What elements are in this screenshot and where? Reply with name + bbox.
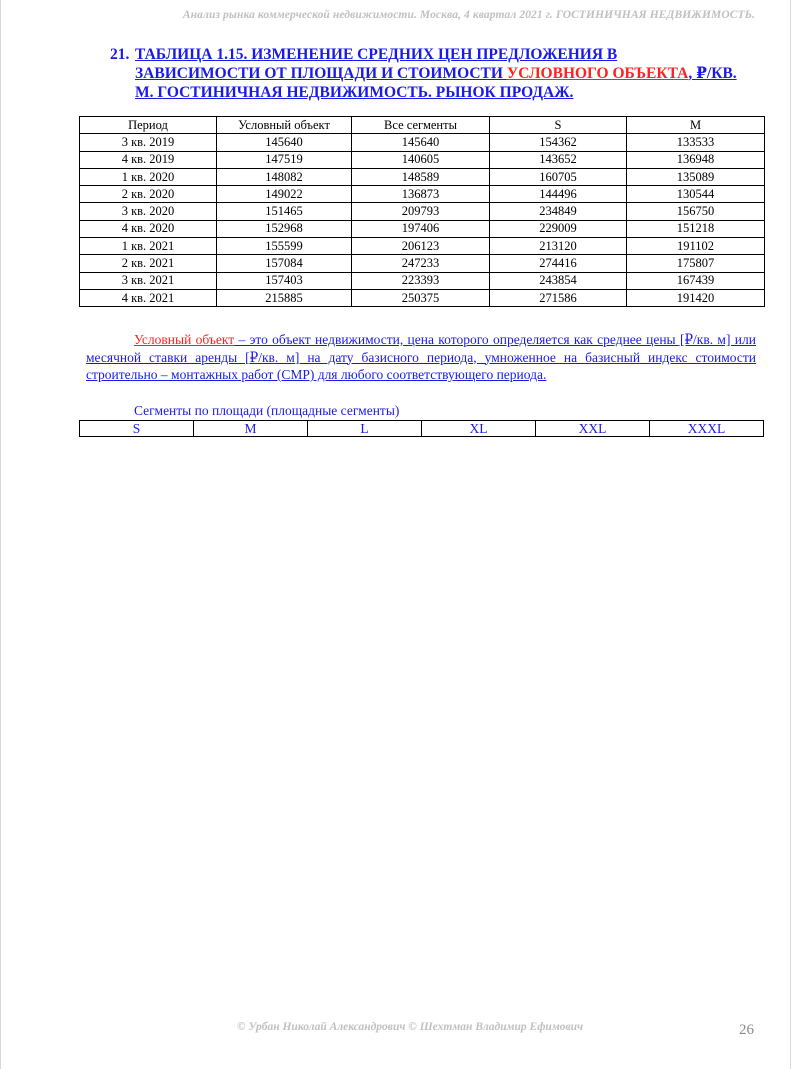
definition-term: Условный объект [134,332,235,347]
table-cell: 2 кв. 2020 [80,186,217,203]
table-cell: 4 кв. 2019 [80,151,217,168]
table-cell: 175807 [627,255,765,272]
table-cell: 160705 [490,168,627,185]
heading-line-3: М. ГОСТИНИЧНАЯ НЕДВИЖИМОСТЬ. РЫНОК ПРОДАЖ. [135,84,574,101]
table-cell: 2 кв. 2021 [80,255,217,272]
footer-copyright: © Урбан Николай Александрович © Шехтман Владимир Ефимович [236,1021,584,1033]
segments-caption: Сегменты по площади (площадные сегменты) [134,403,400,418]
table-cell: 133533 [627,134,765,151]
table-row [80,289,765,306]
definition-text: – это объект недвижимости, цена которого определяется как среднее цены [₽/кв. м] или месячной ставки аренды [₽/кв. м] на дату базисного периода, умноженное на базисный индекс стоимости строительно – монтажных работ (СМР) для любого соответствующего периода. [86,332,756,382]
segment-cell: XXL [536,421,650,437]
table-cell: 136873 [352,186,490,203]
table-cell: 3 кв. 2019 [80,134,217,151]
table-cell: 152968 [217,220,352,237]
table-row [80,186,765,203]
table-cell: 1 кв. 2021 [80,238,217,255]
column-header: M [627,117,765,134]
table-row [80,134,765,151]
table-cell: 4 кв. 2021 [80,289,217,306]
heading-line-2 [135,64,760,83]
table-cell: 191102 [627,238,765,255]
table-cell: 197406 [352,220,490,237]
table-cell: 144496 [490,186,627,203]
table-cell: 148082 [217,168,352,185]
table-cell: 140605 [352,151,490,168]
table-cell: 274416 [490,255,627,272]
price-table [79,116,765,307]
column-header: Все сегменты [352,117,490,134]
table-cell: 3 кв. 2020 [80,203,217,220]
heading-line-2-start: ЗАВИСИМОСТИ ОТ ПЛОЩАДИ И СТОИМОСТИ [135,65,507,82]
table-cell: 154362 [490,134,627,151]
segment-cell: XXXL [650,421,764,437]
table-row [80,255,765,272]
segment-cell: L [308,421,422,437]
table-cell: 151218 [627,220,765,237]
table-cell: 149022 [217,186,352,203]
table-row [80,203,765,220]
table-cell: 4 кв. 2020 [80,220,217,237]
table-cell: 145640 [352,134,490,151]
table-cell: 243854 [490,272,627,289]
table-cell: 145640 [217,134,352,151]
table-cell: 191420 [627,289,765,306]
table-cell: 135089 [627,168,765,185]
table-cell: 209793 [352,203,490,220]
table-cell: 250375 [352,289,490,306]
table-cell: 3 кв. 2021 [80,272,217,289]
table-cell: 234849 [490,203,627,220]
table-row [80,220,765,237]
table-cell: 155599 [217,238,352,255]
segment-cell: S [80,421,194,437]
page-edge-left [0,0,1,1069]
table-row [80,151,765,168]
table-cell: 130544 [627,186,765,203]
heading-line-2-end: , ₽/КВ. [688,65,737,82]
table-cell: 229009 [490,220,627,237]
column-header: Условный объект [217,117,352,134]
table-cell: 1 кв. 2020 [80,168,217,185]
table-cell: 167439 [627,272,765,289]
definition-note [86,331,756,384]
table-cell: 143652 [490,151,627,168]
running-header: Анализ рынка коммерческой недвижимости. Москва, 4 квартал 2021 г. ГОСТИНИЧНАЯ НЕДВИЖИМОСТЬ. [182,9,755,21]
table-cell: 156750 [627,203,765,220]
table-row [80,238,765,255]
segments-row [80,421,764,437]
segments-table [79,420,764,437]
table-cell: 206123 [352,238,490,255]
table-header-row [80,117,765,134]
table-cell: 157084 [217,255,352,272]
table-cell: 151465 [217,203,352,220]
page-number: 26 [739,1022,754,1038]
heading-number: 21. [110,46,130,63]
table-cell: 147519 [217,151,352,168]
segment-cell: XL [422,421,536,437]
table-cell: 271586 [490,289,627,306]
table-cell: 148589 [352,168,490,185]
table-row [80,272,765,289]
column-header: S [490,117,627,134]
heading-line-2-highlight: УСЛОВНОГО ОБЪЕКТА [506,65,689,82]
table-cell: 215885 [217,289,352,306]
heading-line-1: ТАБЛИЦА 1.15. ИЗМЕНЕНИЕ СРЕДНИХ ЦЕН ПРЕДЛОЖЕНИЯ В [135,46,618,63]
table-cell: 157403 [217,272,352,289]
table-row [80,168,765,185]
definition-paragraph [86,331,756,384]
column-header: Период [80,117,217,134]
table-cell: 213120 [490,238,627,255]
table-cell: 223393 [352,272,490,289]
table-cell: 136948 [627,151,765,168]
segment-cell: M [194,421,308,437]
table-cell: 247233 [352,255,490,272]
